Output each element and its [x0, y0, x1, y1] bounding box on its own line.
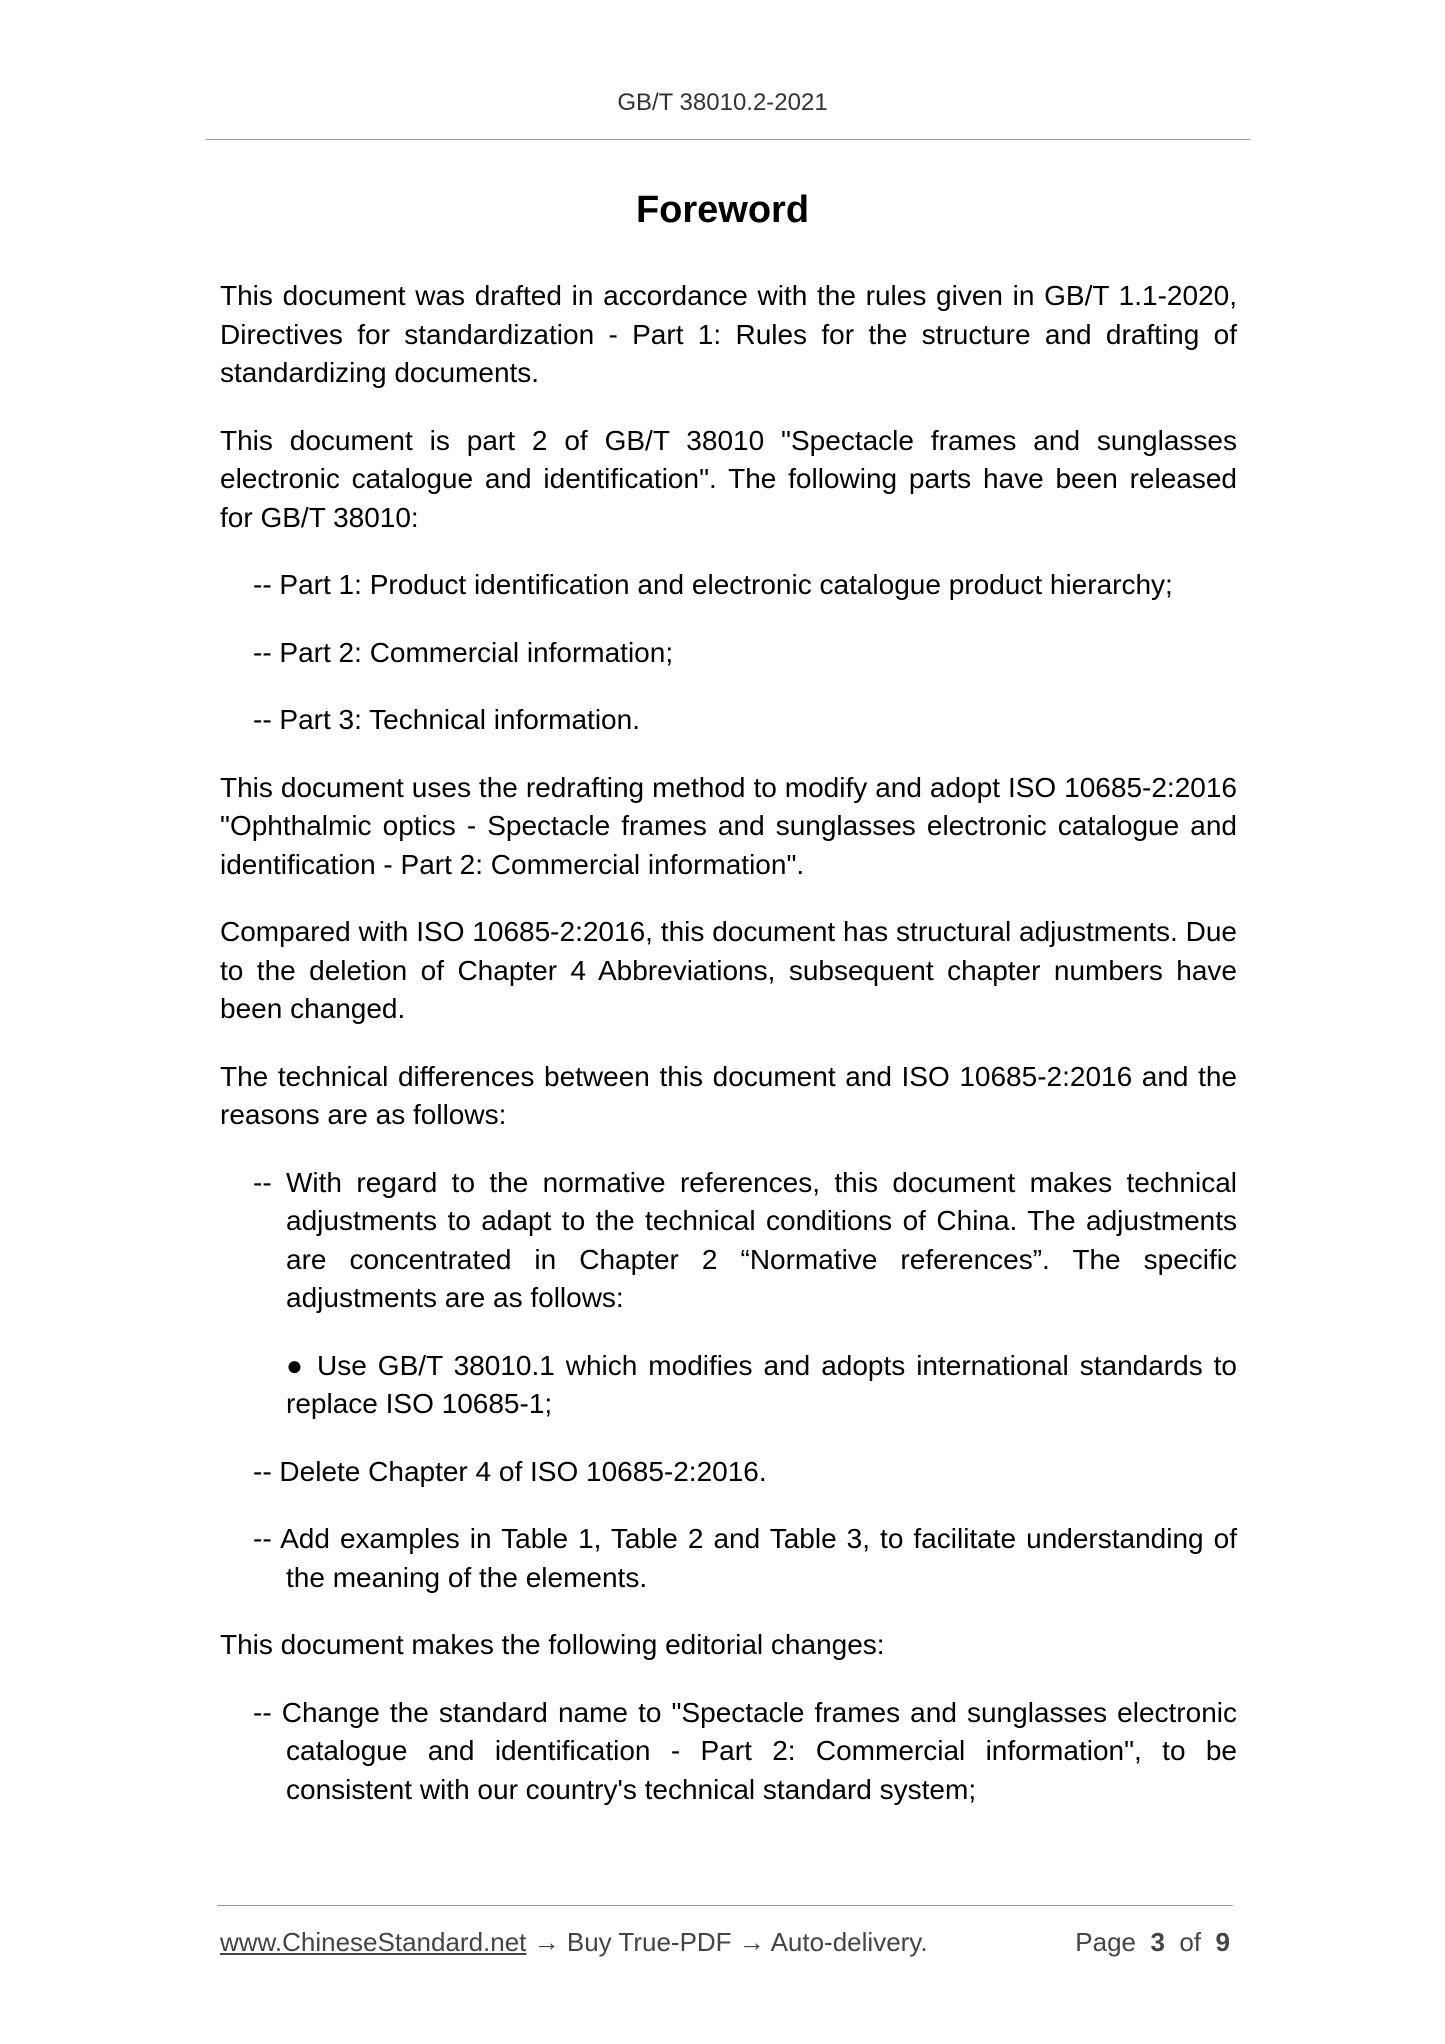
promo-text: → Buy True-PDF → Auto-delivery.: [526, 1927, 928, 1957]
paragraph-editorial-changes: This document makes the following editorial changes:: [220, 1629, 885, 1660]
list-item-delete-chapter: -- Delete Chapter 4 of ISO 10685-2:2016.: [253, 1455, 767, 1487]
bullet-item-use-gbt: ● Use GB/T 38010.1 which modifies and adopts international standards to replace ISO 10685-1;: [286, 1349, 1237, 1419]
footer-divider: [217, 1905, 1233, 1906]
page-of: of: [1179, 1927, 1202, 1957]
page-total: 9: [1215, 1927, 1230, 1957]
running-header: GB/T 38010.2-2021: [617, 89, 828, 116]
list-item-part-1: -- Part 1: Product identification and electronic catalogue product hierarchy;: [253, 569, 1173, 600]
paragraph-redrafting-method: This document uses the redrafting method to modify and adopt ISO 10685-2:2016 "Ophthalmic optics - Spectacle frames and sunglasses electronic catalogue and identification - Part 2: Commercial information".: [220, 771, 1237, 880]
website-link[interactable]: www.ChineseStandard.net: [220, 1927, 527, 1957]
paragraph-drafting-rules: This document was drafted in accordance with the rules given in GB/T 1.1-2020, Directives for standardization - Part 1: Rules for the structure and drafting of standardizing documents.: [220, 280, 1237, 388]
list-item-part-3: -- Part 3: Technical information.: [253, 704, 640, 735]
page-number: [1075, 1925, 1230, 1959]
list-item-normative-references: -- With regard to the normative references, this document makes technical adjustments to adapt to the technical conditions of China. The adjustments are concentrated in Chapter 2 “Normative references”. The specific adjustments are as follows:: [253, 1166, 1237, 1313]
list-item-part-2: -- Part 2: Commercial information;: [253, 636, 674, 668]
page-word: Page: [1075, 1927, 1137, 1957]
page-title: Foreword: [635, 189, 810, 231]
paragraph-part-of-series: This document is part 2 of GB/T 38010 "Spectacle frames and sunglasses electronic catalogue and identification". The following parts have been released for GB/T 38010:: [220, 424, 1237, 533]
list-item-change-name: -- Change the standard name to "Spectacle frames and sunglasses electronic catalogue and identification - Part 2: Commercial information", to be consistent with our country's technical standard system;: [253, 1696, 1237, 1805]
header-divider: [206, 139, 1250, 140]
paragraph-structural-adjustments: Compared with ISO 10685-2:2016, this document has structural adjustments. Due to the deletion of Chapter 4 Abbreviations, subsequent chapter numbers have been changed.: [220, 916, 1237, 1024]
document-body: [220, 277, 1237, 1838]
footer-promo: [220, 1925, 928, 1959]
page-current: 3: [1150, 1927, 1165, 1957]
list-item-add-examples: -- Add examples in Table 1, Table 2 and Table 3, to facilitate understanding of the meaning of the elements.: [253, 1523, 1237, 1593]
paragraph-technical-differences: The technical differences between this document and ISO 10685-2:2016 and the reasons are as follows:: [220, 1060, 1237, 1130]
